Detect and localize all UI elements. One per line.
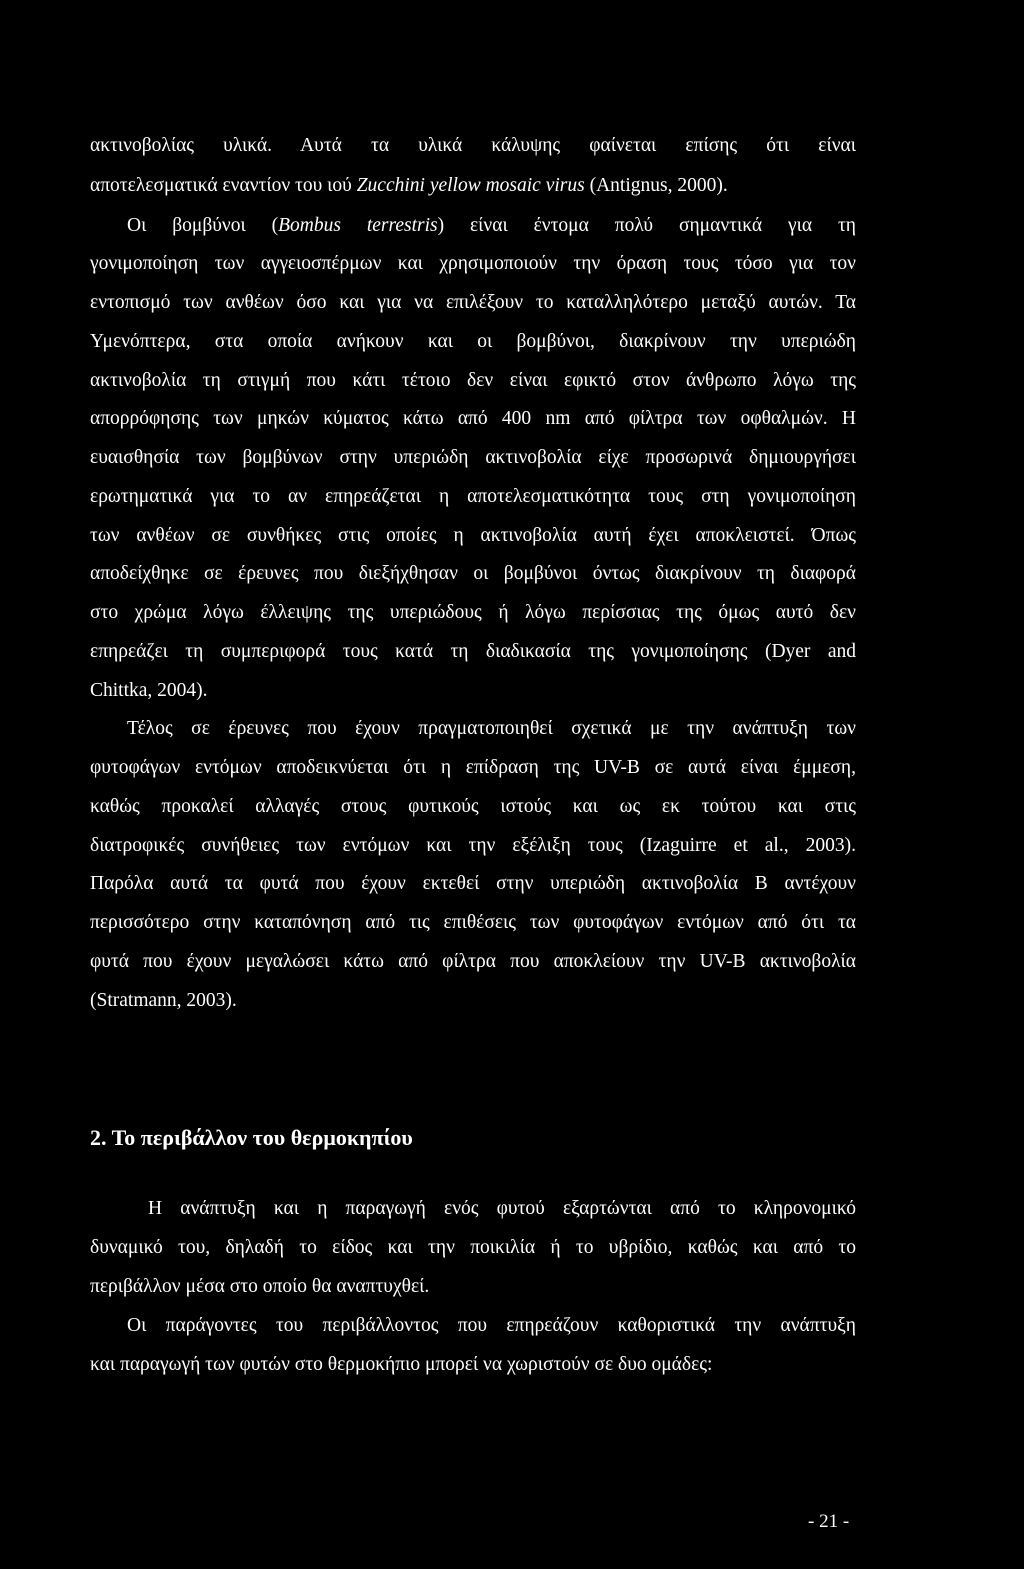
text-line: Υμενόπτερα, στα οποία ανήκουν και οι βομβύνοι, διακρίνουν την υπεριώδη [90, 331, 856, 352]
text-line: καθώς προκαλεί αλλαγές στους φυτικούς ιστούς και ως εκ τούτου και στις [90, 796, 856, 817]
text-line: περιβάλλον μέσα στο οποίο θα αναπτυχθεί. [90, 1276, 430, 1297]
text-line: περισσότερο στην καταπόνηση από τις επιθέσεις των φυτοφάγων εντόμων από ότι τα [90, 912, 856, 933]
text-line: (Stratmann, 2003). [90, 990, 237, 1011]
page-number: - 21 - [808, 1511, 850, 1532]
text-line: στο χρώμα λόγω έλλειψης της υπεριώδους ή λόγω περίσσιας της όμως αυτό δεν [90, 602, 856, 623]
text-line: ακτινοβολίας υλικά. Αυτά τα υλικά κάλυψης φαίνεται επίσης ότι είναι [90, 135, 856, 156]
species-name: Bombus terrestris [278, 215, 438, 236]
text-line: Οι παράγοντες του περιβάλλοντος που επηρεάζουν καθοριστικά την ανάπτυξη [127, 1315, 856, 1336]
text-line: αποτελεσματικά εναντίον του ιού Zucchini yellow mosaic virus (Antignus, 2000). [90, 175, 728, 196]
text-line: Οι βομβύνοι (Bombus terrestris) είναι έντομα πολύ σημαντικά για τη [127, 215, 856, 236]
section-heading: 2. Το περιβάλλον του θερμοκηπίου [90, 1125, 413, 1150]
text-line: γονιμοποίηση των αγγειοσπέρμων και χρησιμοποιούν την όραση τους τόσο για τον [90, 253, 856, 274]
text-line: και παραγωγή των φυτών στο θερμοκήπιο μπορεί να χωριστούν σε δυο ομάδες: [90, 1354, 713, 1375]
text-line: αποδείχθηκε σε έρευνες που διεξήχθησαν οι βομβύνοι όντως διακρίνουν τη διαφορά [90, 563, 856, 584]
text-line: φυτά που έχουν μεγαλώσει κάτω από φίλτρα που αποκλείουν την UV-B ακτινοβολία [90, 951, 856, 972]
text-line: ερωτηματικά για το αν επηρεάζεται η αποτελεσματικότητα τους στη γονιμοποίηση [90, 486, 856, 507]
text-line: εντοπισμό των ανθέων όσο και για να επιλέξουν το καταλληλότερο μεταξύ αυτών. Τα [90, 292, 856, 313]
text-line: Τέλος σε έρευνες που έχουν πραγματοποιηθεί σχετικά με την ανάπτυξη των [127, 718, 856, 739]
text-line: ακτινοβολία τη στιγμή που κάτι τέτοιο δεν είναι εφικτό στον άνθρωπο λόγω της [90, 370, 856, 391]
text-line: φυτοφάγων εντόμων αποδεικνύεται ότι η επίδραση της UV-B σε αυτά είναι έμμεση, [90, 757, 856, 778]
text-line: Παρόλα αυτά τα φυτά που έχουν εκτεθεί στην υπεριώδη ακτινοβολία Β αντέχουν [90, 873, 856, 894]
text-line: Η ανάπτυξη και η παραγωγή ενός φυτού εξαρτώνται από το κληρονομικό [148, 1198, 856, 1219]
text-line: Chittka, 2004). [90, 680, 208, 701]
text-line: επηρεάζει τη συμπεριφορά τους κατά τη διαδικασία της γονιμοποίησης (Dyer and [90, 641, 856, 662]
text-line: δυναμικό του, δηλαδή το είδος και την ποικιλία ή το υβρίδιο, καθώς και από το [90, 1237, 856, 1258]
text-line: των ανθέων σε συνθήκες στις οποίες η ακτινοβολία αυτή έχει αποκλειστεί. Όπως [90, 525, 856, 546]
text-line: ευαισθησία των βομβύνων στην υπεριώδη ακτινοβολία είχε προσωρινά δημιουργήσει [90, 447, 856, 468]
text-line: απορρόφησης των μηκών κύματος κάτω από 400 nm από φίλτρα των οφθαλμών. Η [90, 408, 856, 429]
virus-name: Zucchini yellow mosaic virus [356, 175, 585, 196]
text-line: διατροφικές συνήθειες των εντόμων και την εξέλιξη τους (Izaguirre et al., 2003). [90, 835, 856, 856]
